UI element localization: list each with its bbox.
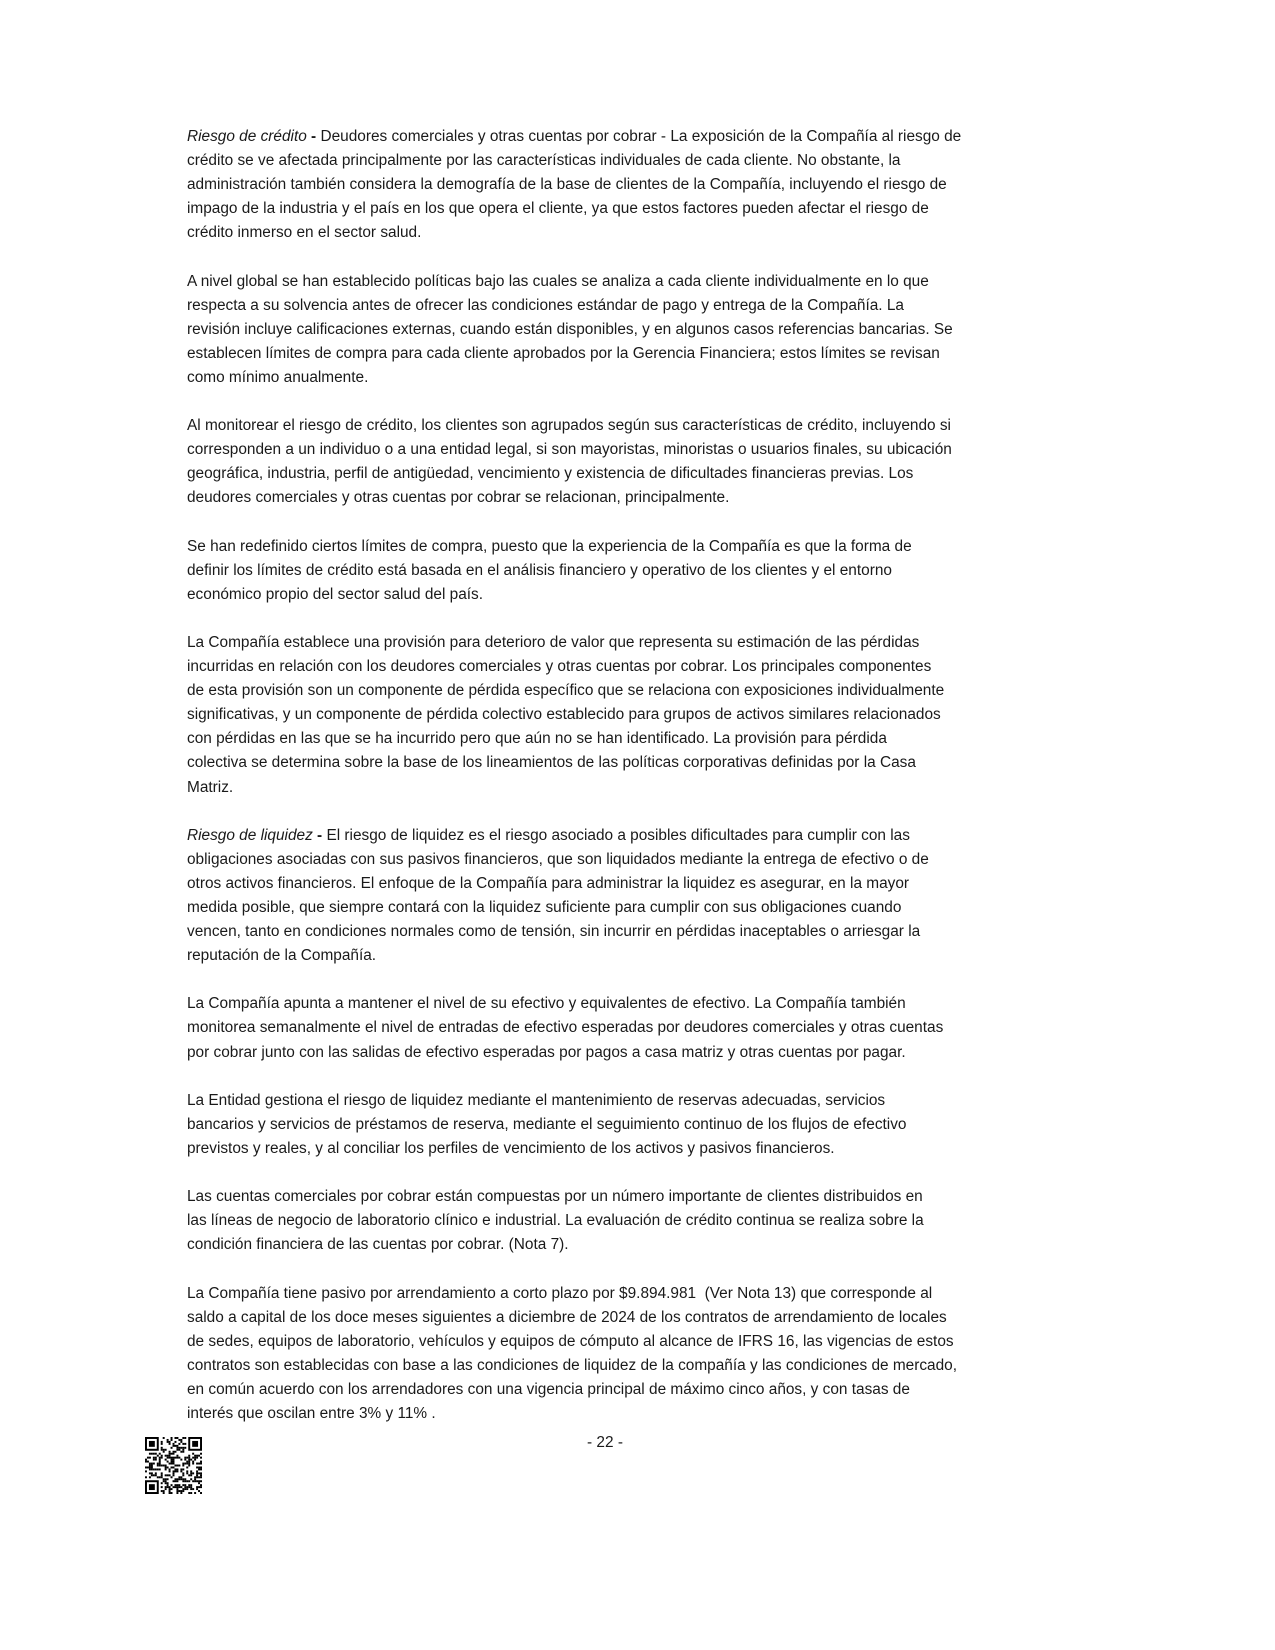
text-line: previstos y reales, y al conciliar los perfiles de vencimiento de los activos y pasivos financieros. [187, 1139, 835, 1157]
text-line: de sedes, equipos de laboratorio, vehículos y equipos de cómputo al alcance de IFRS 16, las vigencias de estos [187, 1332, 954, 1350]
paragraph [187, 1089, 1073, 1161]
section-heading: Riesgo de liquidez [187, 826, 313, 844]
text-line: Matriz. [187, 778, 234, 796]
paragraph [187, 125, 1073, 245]
paragraph [187, 1282, 1073, 1427]
paragraph-spacer [187, 1257, 1073, 1281]
paragraph-spacer [187, 607, 1073, 631]
text-line: deudores comerciales y otras cuentas por cobrar se relacionan, principalmente. [187, 489, 730, 507]
document-body [187, 125, 1073, 1426]
text-line: bancarios y servicios de préstamos de reserva, mediante el seguimiento continuo de los flujos de efectivo [187, 1115, 907, 1133]
text-line: monitorea semanalmente el nivel de entradas de efectivo esperadas por deudores comerciales y otras cuentas [187, 1019, 944, 1037]
text-line: respecta a su solvencia antes de ofrecer las condiciones estándar de pago y entrega de la Compañía. La [187, 296, 904, 314]
text-line: reputación de la Compañía. [187, 947, 377, 965]
paragraph-spacer [187, 1161, 1073, 1185]
paragraph [187, 270, 1073, 390]
page-number: - 22 - [587, 1434, 623, 1451]
line-text: El riesgo de liquidez es el riesgo asociado a posibles dificultades para cumplir con las [326, 826, 910, 844]
section-heading: Riesgo de crédito [187, 128, 307, 145]
paragraph [187, 1185, 1073, 1257]
text-line: con pérdidas en las que se ha incurrido pero que aún no se han identificado. La provisión para pérdida [187, 730, 887, 748]
paragraph [187, 824, 1073, 969]
text-line: La Compañía establece una provisión para deterioro de valor que representa su estimación de las pérdidas [187, 633, 920, 651]
text-line: crédito inmerso en el sector salud. [187, 224, 422, 242]
text-line [187, 824, 1073, 848]
text-line: impago de la industria y el país en los que opera el cliente, ya que estos factores pueden afectar el riesgo de [187, 200, 929, 218]
text-line: contratos son establecidas con base a las condiciones de liquidez de la compañía y las condiciones de mercado, [187, 1356, 957, 1374]
text-line: vencen, tanto en condiciones normales como de tensión, sin incurrir en pérdidas inaceptables o arriesgar la [187, 923, 921, 941]
heading-separator: - [306, 128, 321, 145]
text-line: definir los límites de crédito está basada en el análisis financiero y operativo de los clientes y el entorno [187, 561, 892, 579]
paragraph-spacer [187, 245, 1073, 269]
text-line [187, 125, 1073, 149]
text-line: colectiva se determina sobre la base de los lineamientos de las políticas corporativas definidas por la Casa [187, 754, 916, 772]
text-line: La Compañía tiene pasivo por arrendamiento a corto plazo por $9.894.981 (Ver Nota 13) que corresponde al [187, 1284, 933, 1302]
text-line: A nivel global se han establecido políticas bajo las cuales se analiza a cada cliente individualmente en lo que [187, 272, 929, 290]
paragraph-spacer [187, 390, 1073, 414]
text-line: revisión incluye calificaciones externas, cuando están disponibles, y en algunos casos referencias bancarias. Se [187, 320, 953, 338]
paragraph-spacer [187, 968, 1073, 992]
text-line: como mínimo anualmente. [187, 368, 369, 386]
text-line: incurridas en relación con los deudores comerciales y otras cuentas por cobrar. Los principales componentes [187, 658, 932, 676]
text-line: La Entidad gestiona el riesgo de liquidez mediante el mantenimiento de reservas adecuadas, servicios [187, 1091, 886, 1109]
text-line: corresponden a un individuo o a una entidad legal, si son mayoristas, minoristas o usuarios finales, su ubicación [187, 441, 952, 459]
text-line: económico propio del sector salud del país. [187, 585, 484, 603]
text-line: de esta provisión son un componente de pérdida específico que se relaciona con exposiciones individualmente [187, 682, 945, 700]
text-line: las líneas de negocio de laboratorio clínico e industrial. La evaluación de crédito continua se realiza sobre la [187, 1212, 924, 1230]
paragraph-spacer [187, 1065, 1073, 1089]
text-line: administración también considera la demografía de la base de clientes de la Compañía, incluyendo el riesgo de [187, 176, 947, 194]
text-line: saldo a capital de los doce meses siguientes a diciembre de 2024 de los contratos de arrendamiento de locales [187, 1308, 947, 1326]
text-line: establecen límites de compra para cada cliente aprobados por la Gerencia Financiera; estos límites se revisan [187, 344, 940, 362]
text-line: La Compañía apunta a mantener el nivel de su efectivo y equivalentes de efectivo. La Compañía también [187, 995, 906, 1013]
paragraph [187, 992, 1073, 1064]
text-line: en común acuerdo con los arrendadores con una vigencia principal de máximo cinco años, y con tasas de [187, 1380, 910, 1398]
text-line: significativas, y un componente de pérdida colectivo establecido para grupos de activos similares relacionados [187, 706, 941, 724]
text-line: medida posible, que siempre contará con la liquidez suficiente para cumplir con sus obligaciones cuando [187, 899, 902, 916]
text-line: Las cuentas comerciales por cobrar están compuestas por un número importante de clientes distribuidos en [187, 1188, 923, 1206]
paragraph-spacer [187, 800, 1073, 824]
paragraph [187, 631, 1073, 800]
paragraph [187, 535, 1073, 607]
text-line: por cobrar junto con las salidas de efectivo esperadas por pagos a casa matriz y otras cuentas por pagar. [187, 1043, 906, 1061]
text-line: Se han redefinido ciertos límites de compra, puesto que la experiencia de la Compañía es que la forma de [187, 537, 912, 555]
text-line: otros activos financieros. El enfoque de la Compañía para administrar la liquidez es asegurar, en la mayor [187, 874, 910, 892]
text-line: geográfica, industria, perfil de antigüedad, vencimiento y existencia de dificultades financieras previas. Los [187, 465, 914, 483]
heading-separator: - [312, 826, 327, 844]
line-text: Deudores comerciales y otras cuentas por cobrar - La exposición de la Compañía al riesgo de [320, 128, 962, 145]
text-line: interés que oscilan entre 3% y 11% . [187, 1404, 436, 1422]
qr-code-icon [145, 1437, 202, 1494]
paragraph-spacer [187, 511, 1073, 535]
text-line: obligaciones asociadas con sus pasivos financieros, que son liquidados mediante la entrega de efectivo o de [187, 850, 929, 868]
text-line: Al monitorear el riesgo de crédito, los clientes son agrupados según sus características de crédito, incluyendo si [187, 417, 951, 435]
text-line: condición financiera de las cuentas por cobrar. (Nota 7). [187, 1236, 569, 1254]
text-line: crédito se ve afectada principalmente por las características individuales de cada cliente. No obstante, la [187, 152, 901, 170]
paragraph [187, 414, 1073, 510]
